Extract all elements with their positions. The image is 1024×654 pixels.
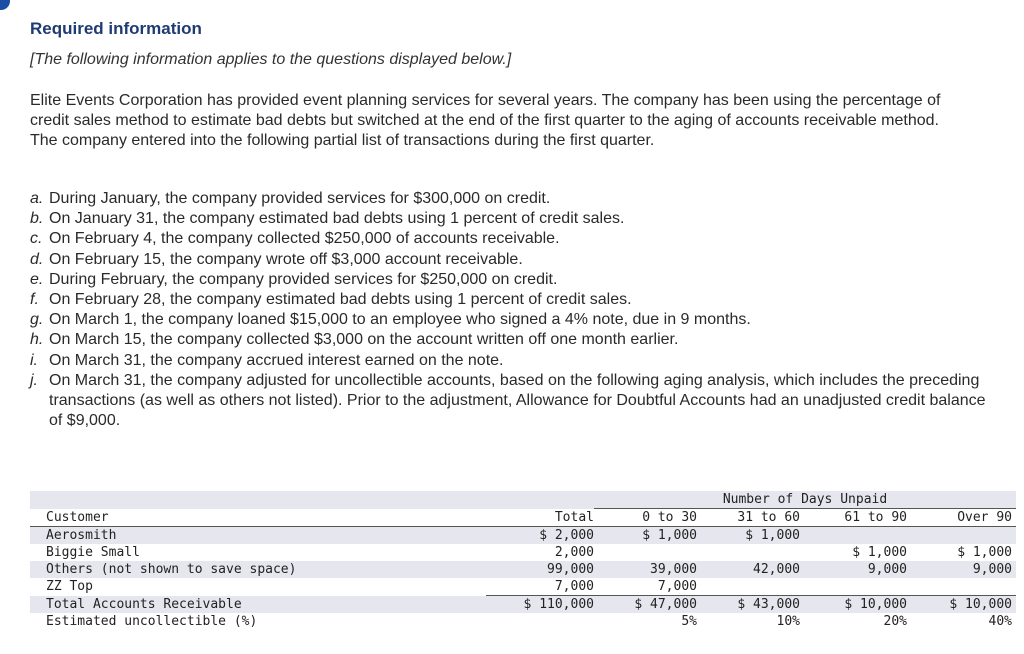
cell-0-30: 7,000 — [594, 578, 697, 596]
item-text: On March 31, the company adjusted for uncollectible accounts, based on the following aging analysis, which includes the preceding transactions (as well as others not listed). Prior to the adjustment, Allowance for Doubtful Accounts had an unadjusted credit balance of $9,000. — [49, 371, 986, 430]
transaction-item — [30, 371, 990, 432]
item-letter: a. — [30, 190, 44, 207]
cell-total — [486, 613, 594, 630]
cell-over-90 — [907, 578, 1016, 596]
cell-total: $ 2,000 — [486, 527, 594, 545]
transaction-item — [30, 270, 990, 290]
cell-61-90: $ 10,000 — [800, 596, 907, 614]
cell-31-60 — [697, 544, 800, 561]
col-customer: Customer — [30, 509, 486, 527]
item-letter: i. — [30, 351, 38, 369]
col-over-90: Over 90 — [907, 509, 1016, 527]
item-letter: j. — [30, 371, 38, 389]
item-text: On March 1, the company loaned $15,000 to an employee who signed a 4% note, due in 9 months. — [49, 311, 751, 329]
group-header-row — [30, 491, 1016, 509]
cell-customer: Total Accounts Receivable — [30, 596, 486, 614]
cell-0-30: $ 1,000 — [594, 527, 697, 545]
table-row — [30, 527, 1016, 545]
table-row — [30, 561, 1016, 578]
cell-total: $ 110,000 — [486, 596, 594, 614]
cell-0-30: 39,000 — [594, 561, 697, 578]
table-row — [30, 544, 1016, 561]
cell-customer: Others (not shown to save space) — [30, 561, 486, 578]
col-0-30: 0 to 30 — [594, 509, 697, 527]
cell-customer: Estimated uncollectible (%) — [30, 613, 486, 630]
item-text: On March 31, the company accrued interest earned on the note. — [49, 351, 504, 369]
transaction-item — [30, 330, 990, 350]
transaction-item — [30, 189, 990, 209]
item-letter: f. — [30, 291, 39, 309]
cell-61-90 — [800, 578, 907, 596]
item-text: During February, the company provided services for $250,000 on credit. — [49, 270, 558, 288]
item-letter: b. — [30, 210, 44, 228]
column-header-row — [30, 509, 1016, 527]
item-letter: g. — [30, 311, 44, 329]
cell-61-90 — [800, 527, 907, 545]
cell-31-60 — [697, 578, 800, 596]
days-unpaid-header: Number of Days Unpaid — [594, 491, 1016, 509]
total-row — [30, 596, 1016, 614]
item-text: On February 28, the company estimated bad debts using 1 percent of credit sales. — [49, 291, 632, 309]
cell-over-90: 40% — [907, 613, 1016, 630]
cell-31-60: 42,000 — [697, 561, 800, 578]
item-letter: c. — [30, 230, 43, 248]
cell-customer: ZZ Top — [30, 578, 486, 596]
aging-table — [30, 491, 1016, 630]
required-information-heading: Required information — [30, 19, 202, 38]
transaction-item — [30, 310, 990, 330]
item-text: On February 15, the company wrote off $3,000 account receivable. — [49, 250, 523, 268]
cell-61-90: $ 1,000 — [800, 544, 907, 561]
intro-paragraph: Elite Events Corporation has provided event planning services for several years. The company has been using the percentage of credit sales method to estimate bad debts but switched at the end of the first quarter to the aging of accounts receivable method. The company entered into the following partial list of transactions during the first quarter. — [30, 92, 941, 149]
col-31-60: 31 to 60 — [697, 509, 800, 527]
item-text: During January, the company provided services for $300,000 on credit. — [49, 190, 551, 207]
cell-61-90: 20% — [800, 613, 907, 630]
cell-0-30: $ 47,000 — [594, 596, 697, 614]
transaction-item — [30, 209, 990, 229]
transaction-item — [30, 250, 990, 270]
transaction-list — [30, 189, 990, 431]
cell-total: 7,000 — [486, 578, 594, 596]
item-letter: h. — [30, 331, 44, 349]
cell-31-60: 10% — [697, 613, 800, 630]
corner-badge — [0, 0, 10, 10]
item-text: On February 4, the company collected $250,000 of accounts receivable. — [49, 230, 560, 248]
item-text: On March 15, the company collected $3,000 on the account written off one month earlier. — [49, 331, 679, 349]
transaction-item — [30, 229, 990, 249]
col-61-90: 61 to 90 — [800, 509, 907, 527]
transaction-item — [30, 290, 990, 310]
cell-over-90 — [907, 527, 1016, 545]
cell-0-30: 5% — [594, 613, 697, 630]
cell-total: 2,000 — [486, 544, 594, 561]
transaction-item — [30, 351, 990, 371]
cell-customer: Aerosmith — [30, 527, 486, 545]
item-letter: d. — [30, 250, 44, 268]
cell-over-90: $ 1,000 — [907, 544, 1016, 561]
cell-total: 99,000 — [486, 561, 594, 578]
info-note: [The following information applies to the questions displayed below.] — [30, 51, 512, 68]
cell-0-30 — [594, 544, 697, 561]
cell-61-90: 9,000 — [800, 561, 907, 578]
item-letter: e. — [30, 270, 44, 288]
cell-over-90: 9,000 — [907, 561, 1016, 578]
table-row — [30, 578, 1016, 596]
percent-row — [30, 613, 1016, 630]
cell-customer: Biggie Small — [30, 544, 486, 561]
item-text: On January 31, the company estimated bad debts using 1 percent of credit sales. — [49, 210, 625, 228]
col-total: Total — [486, 509, 594, 527]
cell-over-90: $ 10,000 — [907, 596, 1016, 614]
cell-31-60: $ 43,000 — [697, 596, 800, 614]
cell-31-60: $ 1,000 — [697, 527, 800, 545]
